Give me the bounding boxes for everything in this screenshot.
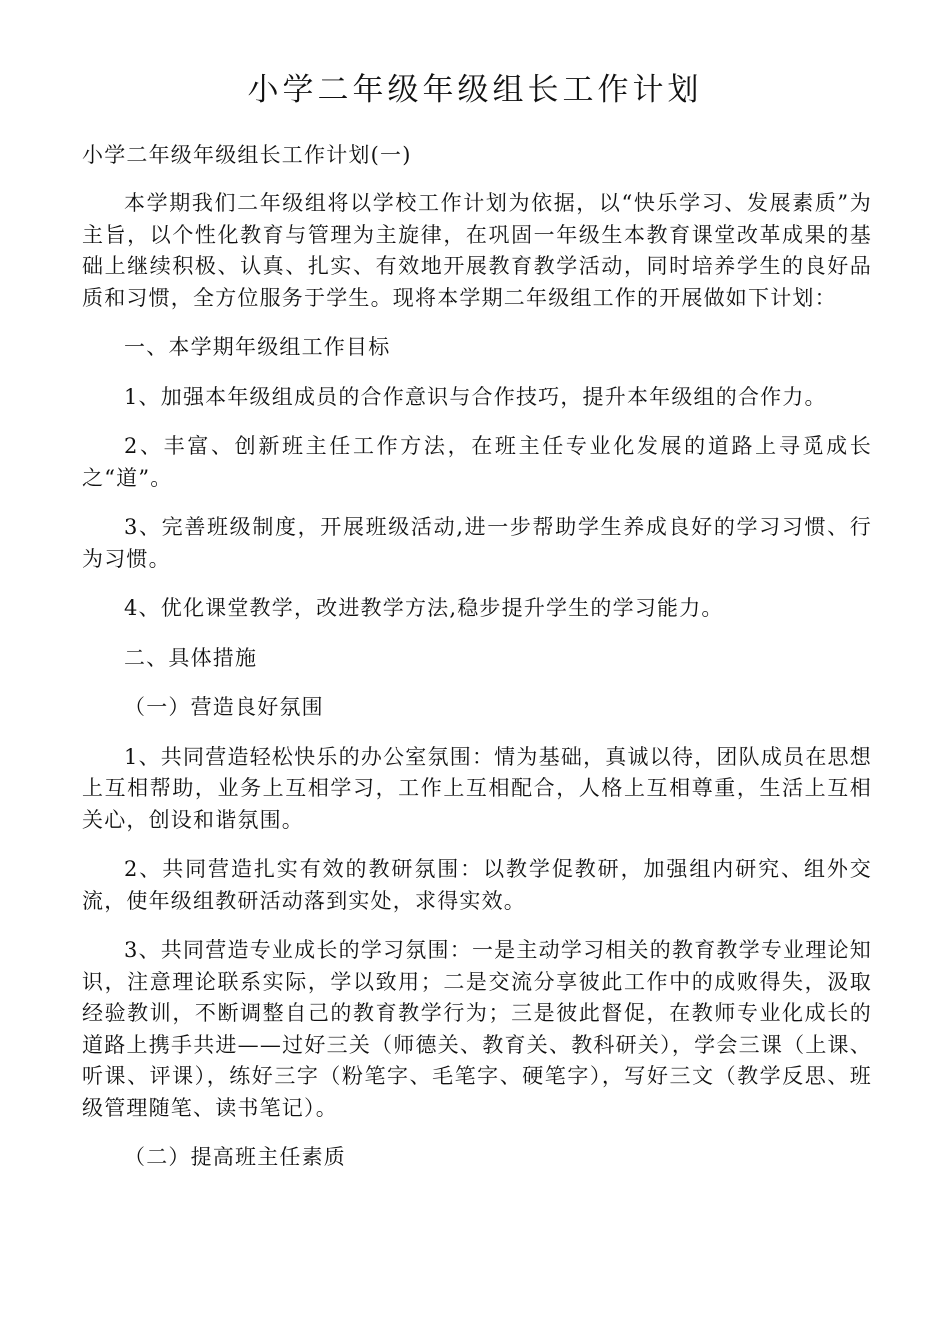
goal-item-4: 4、优化课堂教学，改进教学方法,稳步提升学生的学习能力。 <box>124 596 724 620</box>
section-heading-goals: 一、本学期年级组工作目标 <box>124 335 391 359</box>
goal-item-3: 3、完善班级制度，开展班级活动,进一步帮助学生养成良好的学习习惯、行为习惯。 <box>82 515 872 571</box>
document-subtitle: 小学二年级年级组长工作计划(一) <box>82 143 412 167</box>
measure-item-1: 1、共同营造轻松快乐的办公室氛围：情为基础，真诚以待，团队成员在思想上互相帮助，业务上互相学习，工作上互相配合，人格上互相尊重，生活上互相关心，创设和谐氛围。 <box>82 744 872 832</box>
document-body <box>82 134 872 1174</box>
subsection-heading-atmosphere: （一）营造良好氛围 <box>124 695 324 719</box>
goal-item-2: 2、丰富、创新班主任工作方法，在班主任专业化发展的道路上寻觅成长之“道”。 <box>82 434 872 490</box>
goal-item-1: 1、加强本年级组成员的合作意识与合作技巧，提升本年级组的合作力。 <box>124 384 827 409</box>
subsection-heading-teacher-quality: （二）提高班主任素质 <box>124 1145 346 1169</box>
intro-paragraph: 本学期我们二年级组将以学校工作计划为依据，以“快乐学习、发展素质”为主旨，以个性化教育与管理为主旋律，在巩固一年级生本教育课堂改革成果的基础上继续积极、认真、扎实、有效地开展教育教学活动，同时培养学生的良好品质和习惯，全方位服务于学生。现将本学期二年级组工作的开展做如下计划： <box>82 191 872 310</box>
measure-item-2: 2、共同营造扎实有效的教研氛围：以教学促教研，加强组内研究、组外交流，使年级组教研活动落到实处，求得实效。 <box>82 857 872 913</box>
document-title: 小学二年级年级组长工作计划 <box>247 72 703 108</box>
section-heading-measures: 二、具体措施 <box>124 645 258 670</box>
measure-item-3: 3、共同营造专业成长的学习氛围：一是主动学习相关的教育教学专业理论知识，注意理论联系实际，学以致用；二是交流分享彼此工作中的成败得失，汲取经验教训，不断调整自己的教育教学行为；三是彼此督促，在教师专业化成长的道路上携手共进——过好三关（师德关、教育关、教科研关），学会三课（上课、听课、评课），练好三字（粉笔字、毛笔字、硬笔字），写好三文（教学反思、班级管理随笔、读书笔记）。 <box>82 938 872 1120</box>
